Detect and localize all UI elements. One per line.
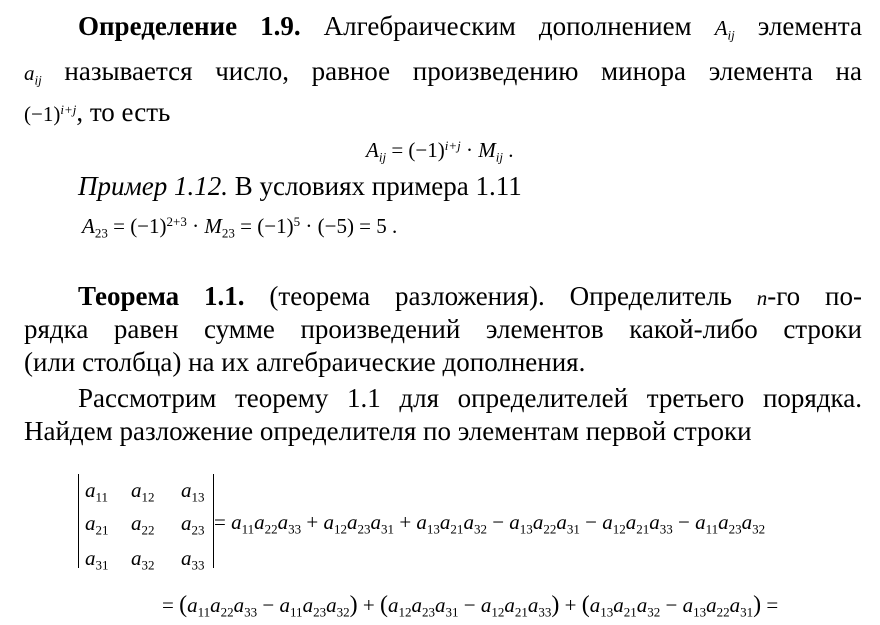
product-term: $a_{12}a_{23}a_{31}$ (323, 510, 395, 537)
product-term: $a_{11}a_{23}a_{32}$ (695, 510, 766, 537)
theorem-line-1: Теорема 1.1. (теорема разложения). Определитель n-го по- (78, 281, 862, 311)
matrix-element: $a_{33}$ (181, 546, 205, 573)
theorem-line-3: (или столбца) на их алгебраические дополнения. (24, 347, 586, 377)
matrix-element: $a_{32}$ (131, 546, 155, 573)
definition-label: Определение 1.9. (78, 11, 301, 41)
sign-factor: $(-1)^{i+j}$ (24, 101, 77, 126)
definition-text: элемента (734, 11, 862, 41)
product-term: $a_{12}a_{21}a_{33}$ (602, 510, 673, 537)
consider-line-2: Найдем разложение определителя по элементам первой строки (24, 416, 752, 446)
product-term: $a_{13}a_{21}a_{32}$ (416, 510, 487, 537)
symbol-n: n (756, 286, 768, 310)
theorem-line-2: рядка равен сумме произведений элементов какой-либо строки (24, 314, 862, 344)
determinant-matrix (78, 474, 214, 573)
example-label: Пример 1.12. (78, 171, 228, 201)
matrix-element: $a_{13}$ (181, 478, 205, 505)
product-term: $a_{12}a_{21}a_{33}$ (480, 593, 552, 620)
product-term: $a_{13}a_{21}a_{32}$ (589, 593, 661, 620)
product-term: $a_{12}a_{23}a_{31}$ (387, 593, 459, 620)
product-term: $a_{13}a_{22}a_{31}$ (509, 510, 580, 537)
product-term: $a_{11}a_{22}a_{33}$ (231, 510, 302, 537)
determinant-expansion: = $a_{11}a_{22}a_{33} + a_{12}a_{23}a_{31} + a_{13}a_{21}a_{32} - a_{13}a_{22}a_{31} - a_{12}a_{21}a_{33} - a_{11}a_{23}a_{32}$ (214, 510, 766, 537)
grouped-expansion: = $(a_{11}a_{22}a_{33} - a_{11}a_{23}a_{32}) + (a_{12}a_{23}a_{31} - a_{12}a_{21}a_{33}) + (a_{13}a_{21}a_{32} - a_{13}a_{22}a_{31})$ = (162, 592, 779, 620)
definition-text: Алгебраическим дополнением (300, 11, 715, 41)
example-formula: $A_{23} = (-1)^{2+3} \cdot M_{23} = (-1)^5 \cdot (-5) = 5$ . (82, 213, 398, 241)
definition-formula: $A_{ij} = (-1)^{i+j} \cdot M_{ij}$ . (366, 137, 514, 165)
matrix-element: $a_{31}$ (85, 546, 109, 573)
definition-line-3 (24, 96, 170, 130)
symbol-A: $A_{ij}$ (714, 16, 735, 43)
definition-text: называется число, равное произведению минора элемента на (41, 56, 862, 86)
matrix-element: $a_{12}$ (131, 478, 155, 505)
example-heading: Пример 1.12. В условиях примера 1.11 (78, 171, 522, 201)
matrix-element: $a_{21}$ (85, 511, 109, 538)
definition-line-2 (24, 55, 862, 89)
definition-text: , то есть (76, 97, 171, 127)
product-term: $a_{13}a_{22}a_{31}$ (682, 593, 754, 620)
matrix-element: $a_{22}$ (131, 511, 155, 538)
theorem-label: Теорема 1.1. (78, 281, 245, 311)
consider-line-1: Рассмотрим теорему 1.1 для определителей третьего порядка. (78, 383, 862, 413)
symbol-a: $a_{ij}$ (24, 61, 42, 88)
product-term: $a_{11}a_{23}a_{32}$ (279, 593, 350, 620)
matrix-element: $a_{23}$ (181, 511, 205, 538)
matrix-element: $a_{11}$ (85, 478, 109, 505)
definition-line-1 (78, 10, 862, 44)
product-term: $a_{11}a_{22}a_{33}$ (187, 593, 258, 620)
